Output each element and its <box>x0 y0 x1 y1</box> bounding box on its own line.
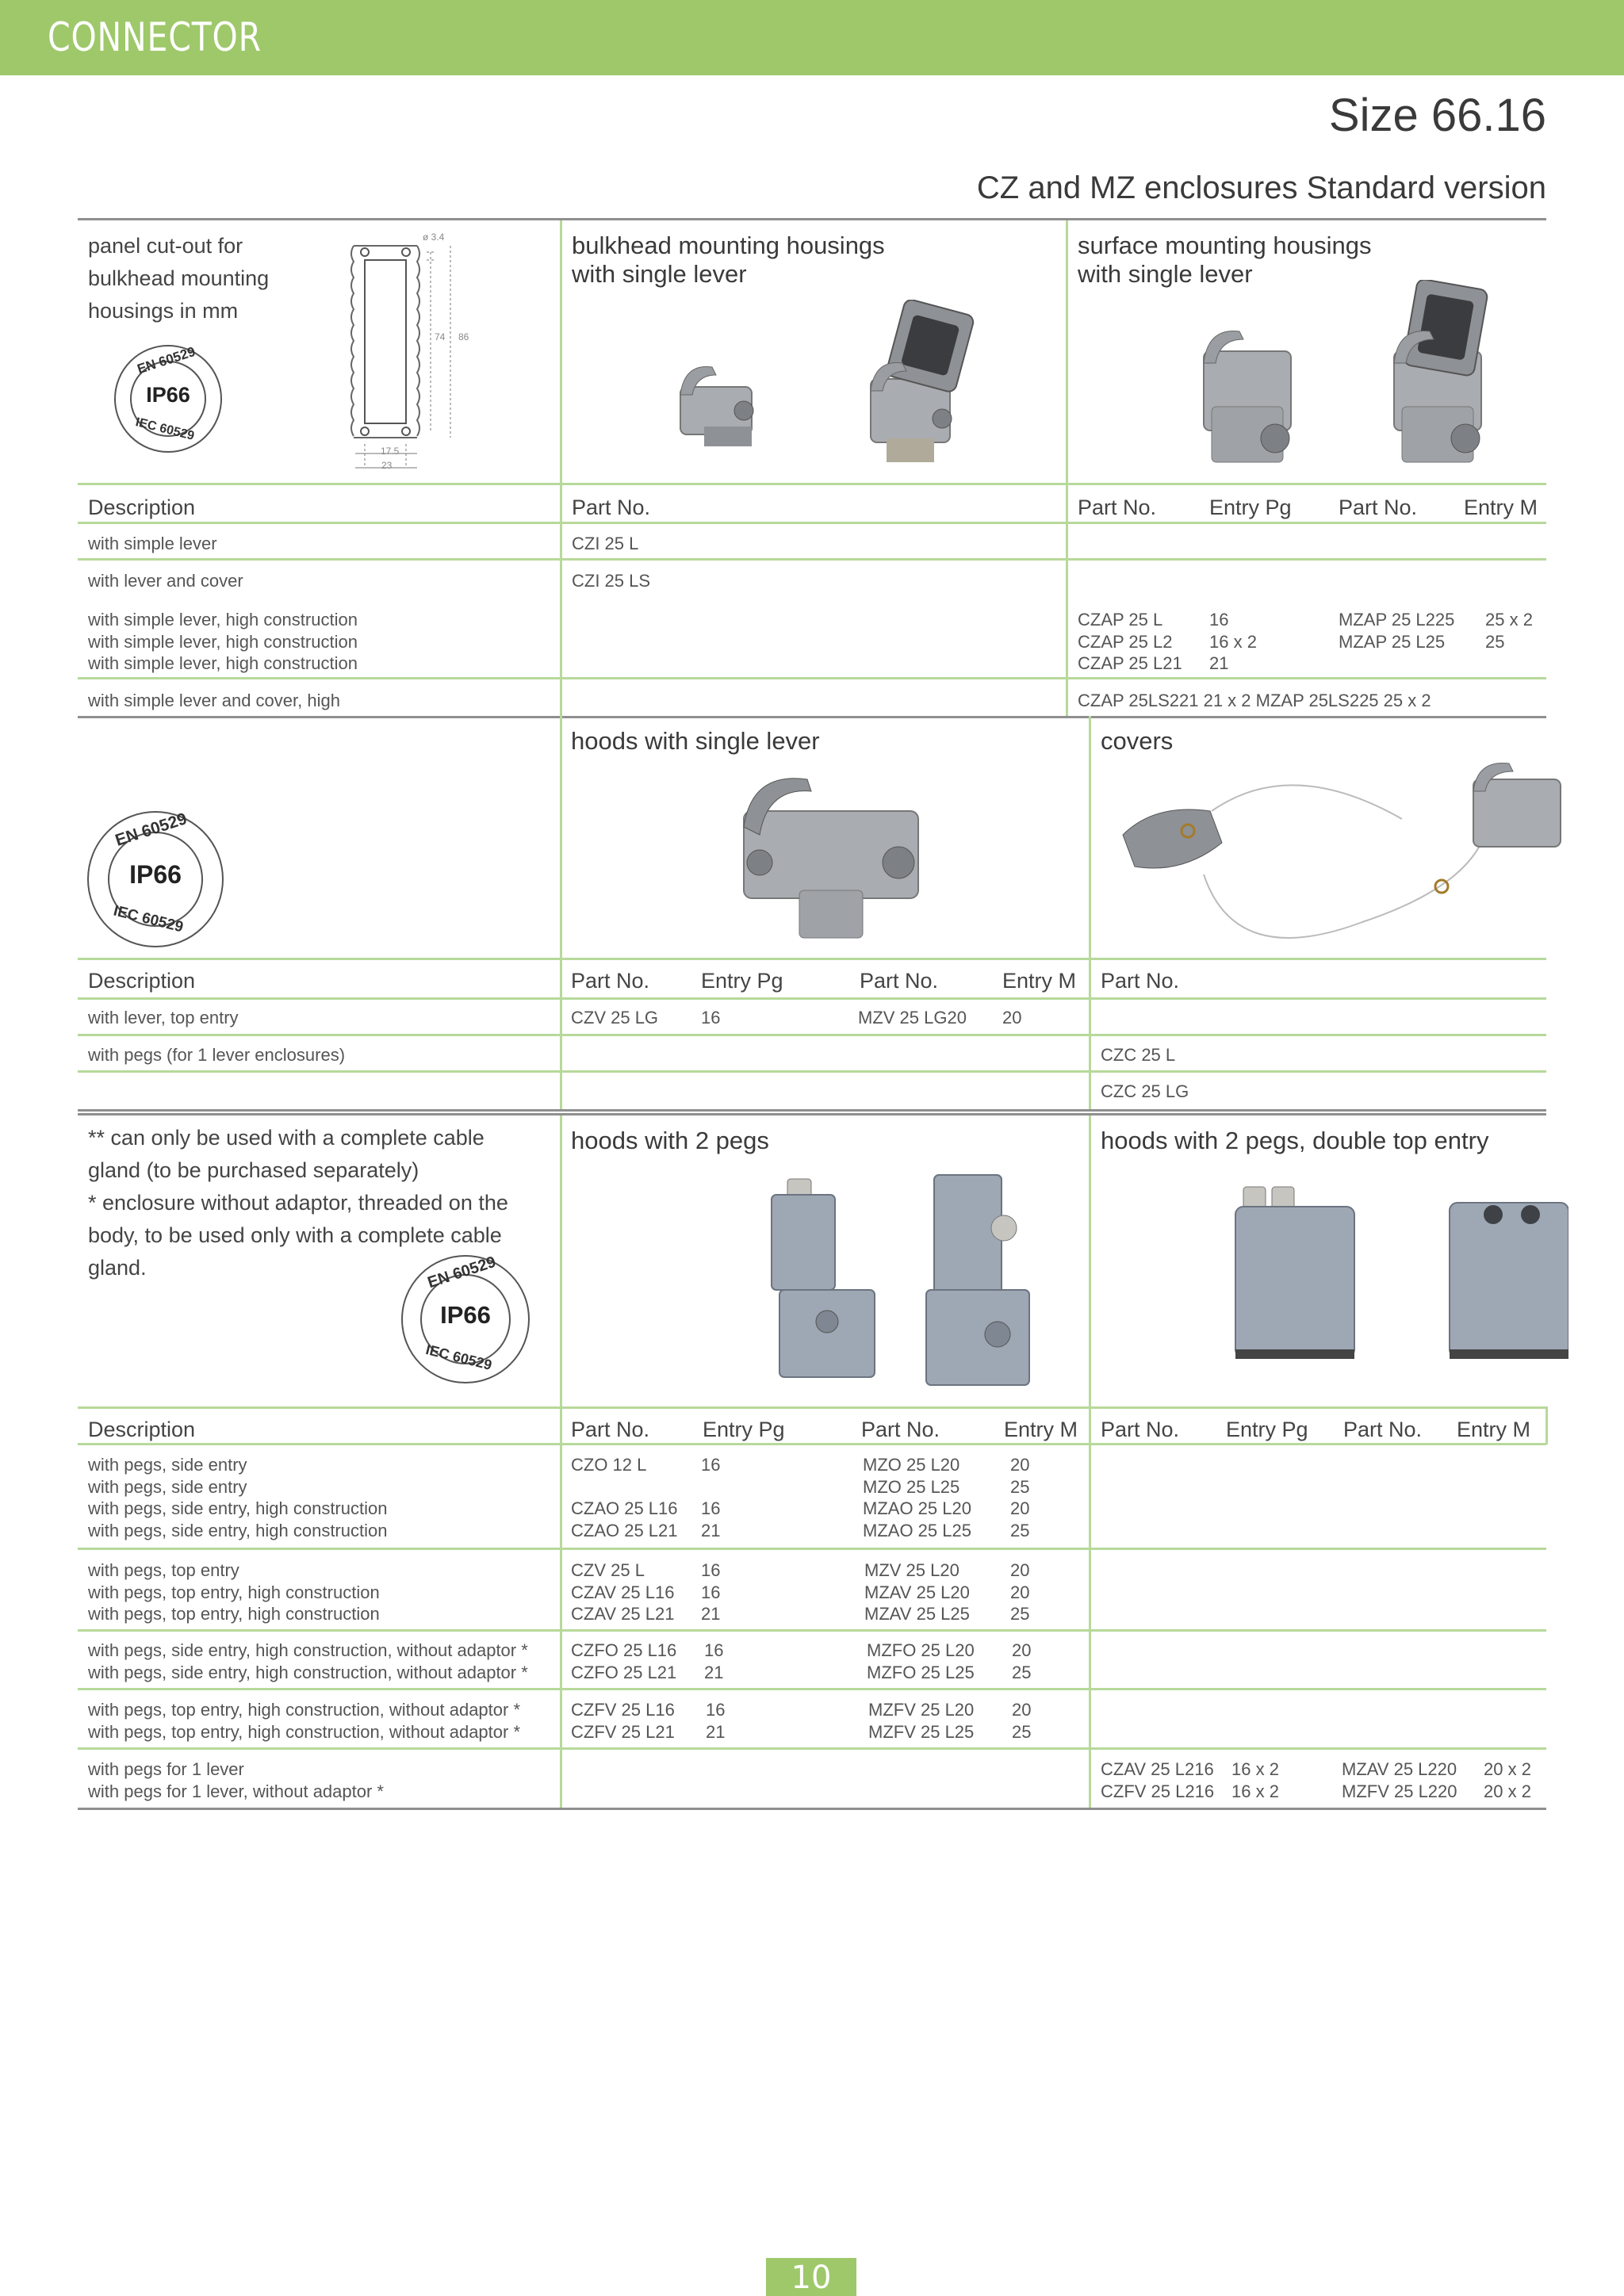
s1-header-part-no: Part No. <box>572 496 651 519</box>
s1-header-part-no-c3: Part No. <box>1078 496 1157 519</box>
hoods-2-pegs-title: hoods with 2 pegs <box>571 1127 769 1154</box>
table-row-part: CZFO 25 L16 CZFO 25 L21 <box>571 1640 677 1682</box>
cutout-label: panel cut-out for bulkhead mounting housings in mm <box>88 234 270 323</box>
s3-header-part-no-c3b: Part No. <box>1343 1418 1423 1441</box>
table-row-desc: with pegs, top entry with pegs, top entry, high construction with pegs, top entry, high construction <box>88 1560 380 1624</box>
hoods-single-lever-title: hoods with single lever <box>571 727 820 755</box>
s3-header-part-no-c3: Part No. <box>1101 1418 1180 1441</box>
panel-cutout-drawing <box>347 230 553 472</box>
hood-single-lever-image <box>696 771 982 946</box>
table-row-cover: CZC 25 LG <box>1101 1081 1189 1101</box>
table-row-pg: 16 21 <box>706 1700 726 1742</box>
header-title: CONNECTOR <box>48 14 262 60</box>
section-bulkhead-surface <box>78 218 1546 718</box>
hoods-2-pegs-image <box>680 1163 1077 1401</box>
page-title: Size 66.16 <box>1328 90 1546 141</box>
s3-header-entry-m: Entry M <box>1004 1418 1078 1441</box>
table-row-desc: with lever, top entry <box>88 1008 239 1027</box>
table-row-m: 20 x 2 20 x 2 <box>1484 1759 1531 1801</box>
table-row-part-m: MZAP 25 L225 MZAP 25 L25 <box>1339 610 1455 652</box>
page-subtitle: CZ and MZ enclosures Standard version <box>976 170 1546 205</box>
table-row-part-m: MZFV 25 L20 MZFV 25 L25 <box>868 1700 975 1742</box>
table-row-part-m: MZV 25 LG20 <box>858 1008 967 1027</box>
notes: ** can only be used with a complete cable gland (to be purchased separately) * enclosure without adaptor, threaded on the body, to be used only with a complete cable gland. <box>88 1126 508 1280</box>
s2-header-part-no-2: Part No. <box>860 969 939 993</box>
s3-header-entry-pg-c3: Entry Pg <box>1226 1418 1308 1441</box>
ip66-badge: IP66 EN 60529 IEC 60529 <box>87 811 224 947</box>
table-row-part-m: MZAV 25 L220 MZFV 25 L220 <box>1342 1759 1457 1801</box>
table-row-part-m: MZO 25 L20 MZO 25 L25 MZAO 25 L20 MZAO 25 L25 <box>863 1455 971 1540</box>
table-row-cover: CZC 25 L <box>1101 1045 1176 1065</box>
table-row-pg: 16 16 21 <box>701 1560 721 1624</box>
table-row-part: CZAP 25 L CZAP 25 L2 CZAP 25 L21 <box>1078 610 1182 673</box>
s2-header-part-no-c3: Part No. <box>1101 969 1180 993</box>
dim-h2: 86 <box>458 331 469 342</box>
table-row-pg: 16 x 2 16 x 2 <box>1231 1759 1279 1801</box>
table-row-m: 25 x 2 25 <box>1485 610 1533 652</box>
page-number-box <box>766 2258 856 2296</box>
s3-header-description: Description <box>88 1418 196 1441</box>
s1-header-entry-m: Entry M <box>1464 496 1538 519</box>
table-row-desc: with pegs, top entry, high construction, without adaptor * with pegs, top entry, high construction, without adaptor * <box>88 1700 521 1742</box>
dim-w1: 17.5 <box>381 446 400 457</box>
s1-header-entry-pg: Entry Pg <box>1209 496 1292 519</box>
header-bar <box>0 0 1624 75</box>
table-row-part: CZFV 25 L16 CZFV 25 L21 <box>571 1700 675 1742</box>
table-row-part: CZAV 25 L216 CZFV 25 L216 <box>1101 1759 1215 1801</box>
s3-header-entry-pg: Entry Pg <box>703 1418 785 1441</box>
table-row-part: CZI 25 LS <box>572 571 651 591</box>
table-row-part: CZV 25 LG <box>571 1008 659 1027</box>
hoods-2-pegs-double-title: hoods with 2 pegs, double top entry <box>1101 1127 1489 1154</box>
table-row-pg: 16 16 x 2 21 <box>1209 610 1257 673</box>
table-row-desc: with simple lever, high construction with simple lever, high construction with simple lever, high construction <box>88 610 358 673</box>
table-row-part: CZO 12 L CZAO 25 L16 CZAO 25 L21 <box>571 1455 678 1540</box>
ip66-badge: IP66 EN 60529 IEC 60529 <box>401 1255 530 1383</box>
table-row-m: 20 25 20 25 <box>1010 1455 1030 1540</box>
s2-header-part-no: Part No. <box>571 969 650 993</box>
covers-image <box>1109 756 1584 946</box>
table-row-m: 20 25 <box>1012 1640 1032 1682</box>
table-row-desc: with lever and cover <box>88 571 243 591</box>
table-row-desc: with simple lever and cover, high <box>88 691 340 710</box>
table-row-m: 20 20 25 <box>1010 1560 1030 1624</box>
ip66-badge: IP66 EN 60529 IEC 60529 <box>114 345 222 453</box>
s1-header-part-no-c3b: Part No. <box>1339 496 1418 519</box>
table-row-pg: 16 21 <box>704 1640 724 1682</box>
page-number: 10 <box>791 2260 832 2296</box>
surface-title: surface mounting housings with single lever <box>1078 232 1372 288</box>
table-row-desc: with pegs for 1 lever with pegs for 1 lever, without adaptor * <box>88 1759 384 1801</box>
table-row-m: 20 <box>1002 1008 1022 1027</box>
s3-header-part-no: Part No. <box>571 1418 650 1441</box>
s3-header-entry-m-c3: Entry M <box>1457 1418 1531 1441</box>
table-row-desc: with simple lever <box>88 534 217 553</box>
bulkhead-title: bulkhead mounting housings with single lever <box>572 232 885 288</box>
hoods-2-pegs-double-image <box>1220 1171 1568 1377</box>
dim-hole: ø 3.4 <box>423 232 445 243</box>
dim-h1: 74 <box>435 331 446 342</box>
section-hoods-pegs <box>78 1113 1546 1812</box>
table-row-desc: with pegs (for 1 lever enclosures) <box>88 1045 346 1065</box>
s1-header-description: Description <box>88 496 196 519</box>
s2-header-entry-pg: Entry Pg <box>701 969 783 993</box>
s3-header-part-no-2: Part No. <box>861 1418 940 1441</box>
table-row-part: CZV 25 L CZAV 25 L16 CZAV 25 L21 <box>571 1560 675 1624</box>
table-row-part-m: MZV 25 L20 MZAV 25 L20 MZAV 25 L25 <box>864 1560 970 1624</box>
s2-header-description: Description <box>88 969 196 993</box>
table-row-part: CZAP 25LS221 21 x 2 MZAP 25LS225 25 x 2 <box>1078 691 1431 710</box>
section-hoods-covers <box>78 716 1546 1112</box>
s2-header-entry-m: Entry M <box>1002 969 1077 993</box>
table-row-part: CZI 25 L <box>572 534 639 553</box>
table-row-desc: with pegs, side entry, high construction, without adaptor * with pegs, side entry, high construction, without adaptor * <box>88 1640 528 1682</box>
dim-w2: 23 <box>381 460 393 471</box>
bulkhead-housing-image <box>633 300 1029 474</box>
table-row-part-m: MZFO 25 L20 MZFO 25 L25 <box>867 1640 975 1682</box>
table-row-pg: 16 <box>701 1008 721 1027</box>
surface-housing-image <box>1140 280 1568 486</box>
table-row-desc: with pegs, side entry with pegs, side entry with pegs, side entry, high construction with pegs, side entry, high construction <box>88 1455 388 1540</box>
table-row-m: 20 25 <box>1012 1700 1032 1742</box>
covers-title: covers <box>1101 727 1174 755</box>
table-row-pg: 16 16 21 <box>701 1455 721 1540</box>
